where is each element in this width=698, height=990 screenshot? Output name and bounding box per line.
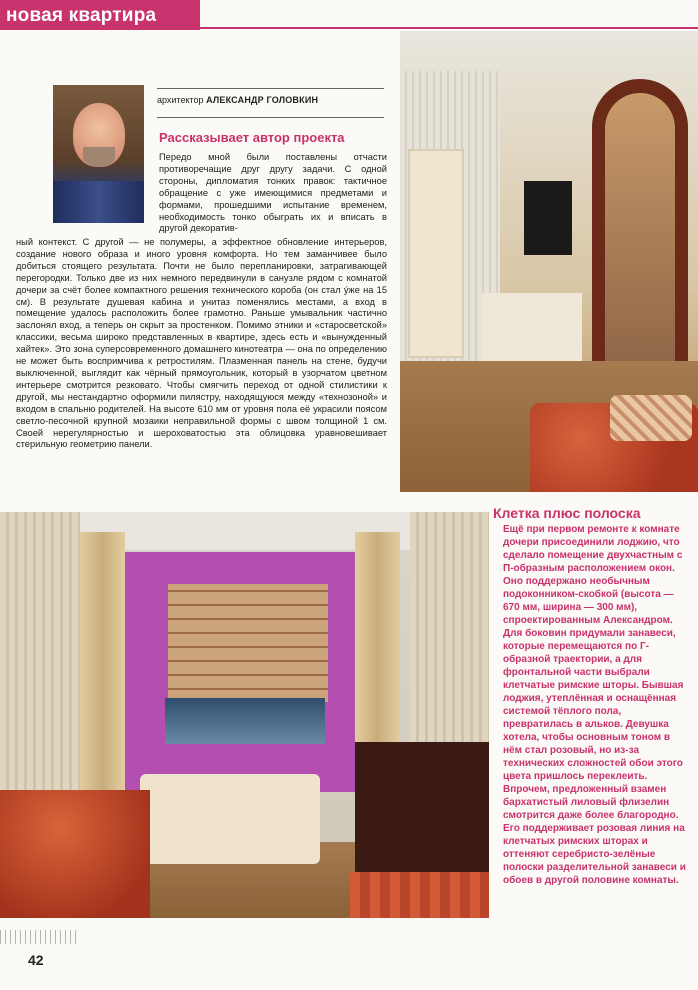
bedroom-photo: [0, 512, 489, 918]
author-story-body: ный контекст. С другой — не полумеры, а эффектное обновление интерьеров, создание нового образа и иного уровня комфорта. Но тем заманчивее было добиться стоящего результата. Почти не было перепланировки, затрагивающей перегородки. Только две из них немного передвинули в санузле рядом с комнатой дочери за счёт более компактного решения технического короба (он стал ýже на 15 см). В результате душевая кабина и унитаз поменялись местами, а вход в помещение удалось расположить более грамотно. Раньше умывальник частично заслонял вход, а теперь он скрыт за простенком. Помимо этники и «старосветской» классики, весьма широко представленных в квартире, здесь есть и «вынужденный хайтек». Это зона суперсовременного домашнего кинотеатра — она по определению не может быть воспримчива к ретростилям. Плазменная панель на стене, будучи выключенной, выглядит как чёрный прямоугольник, который в узорчатом цветном интерьере смотрится резковато. Чтобы смягчить переход от одной стилистики к другой, мы нестандартно оформили пилястру, находящуюся между «технозоной» и входом в спальню родителей. На высоте 610 мм от уровня пола её украсили поясом светло-песочной крупной мозаики неправильной формы с швом толщиной 1 см. Своей нерегулярностью и шероховатостью эта облицовка уравновешивает стерильную геометрию панели.: [16, 237, 387, 450]
portrait-beard: [83, 147, 115, 167]
striped-pillow: [610, 395, 692, 441]
plaid-roman-blind: [168, 584, 328, 702]
striped-sofa-right: [350, 872, 489, 918]
author-story-title: Рассказывает автор проекта: [159, 130, 345, 145]
section-header-tab: [0, 0, 200, 30]
tv-screen: [524, 181, 572, 255]
page-number: 42: [28, 952, 44, 968]
left-curtain: [80, 532, 125, 792]
sidebar-story-text: Ещё при первом ремонте к комнате дочери присоединили лоджию, что сделало помещение двухчастным с П-образным расположением окон. Оно поддержано необычным подоконником-скобкой (высота — 670 мм, ширина — 300 мм), спроектированным Александром. Для боковин придумали занавеси, которые перемещаются по Г-образной траектории, а для фронтальной части выбрали клетчатые римские шторы. Бывшая лоджия, утеплённая и оснащённая системой тёплого пола, превратилась в альков. Девушка хотела, чтобы основным тоном в нём стал розовый, но из-за технических сложностей обои этого цвета пришлось переклеить. Впрочем, предложенный взамен бархатистый лиловый флизелин смотрится даже более благородно. Его поддерживает розовая линия на клетчатых римских шторах и оттеняют серебристо-зелёные полоски разделительной занавеси и обоев в другой половине комнаты.: [503, 524, 686, 886]
arched-door-glass: [605, 93, 675, 373]
alcove-window: [165, 698, 325, 744]
byline-rule: [157, 117, 384, 118]
portrait-shirt: [53, 181, 144, 223]
byline-role: архитектор: [157, 95, 204, 105]
white-door: [408, 149, 464, 358]
byline-name: АЛЕКСАНДР ГОЛОВКИН: [206, 95, 319, 105]
sidebar-story-title: Клетка плюс полоска: [493, 505, 641, 521]
living-room-photo: [400, 31, 698, 492]
red-sofa-left: [0, 790, 150, 918]
author-portrait-photo: [53, 85, 144, 223]
author-story-intro: Передо мной были поставлены отчасти противоречащие друг другу задачи. С одной стороны, дипломатия тонких правок: тактичное обращение с уже имеющимися предметами и формами, прошедшими испытание временем, необходимость тонко обыграть их и вписать в другой декоратив-: [159, 152, 387, 234]
section-title: новая квартира: [6, 5, 157, 26]
piano: [355, 742, 489, 872]
header-rule: [200, 27, 698, 29]
author-byline: [157, 88, 384, 105]
page-ruler-decoration: [0, 930, 78, 944]
bed: [140, 774, 320, 864]
